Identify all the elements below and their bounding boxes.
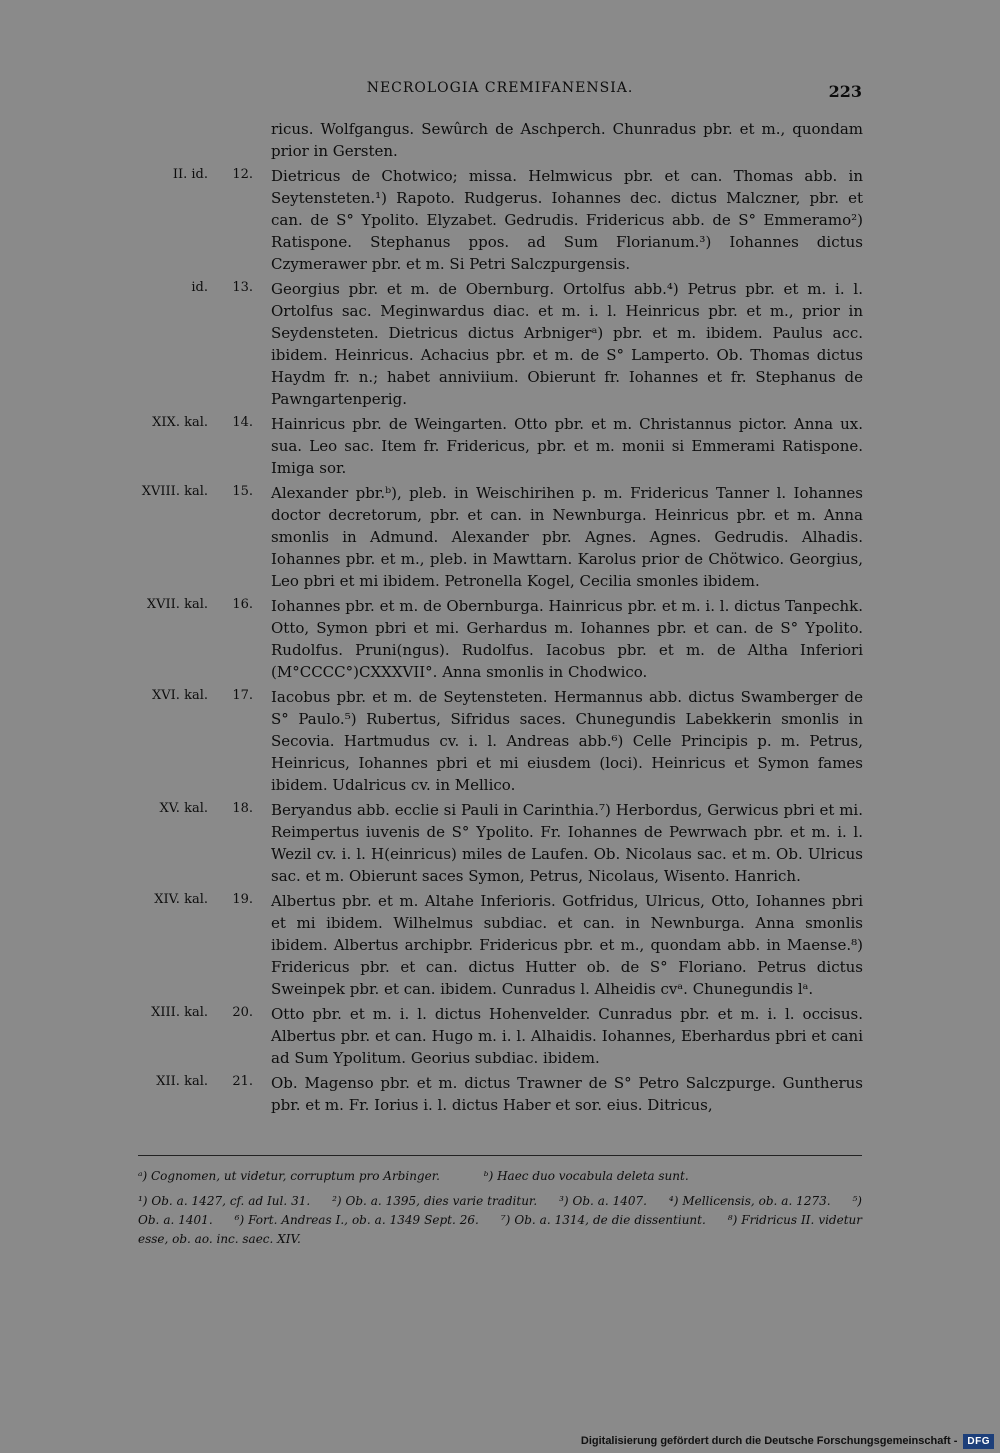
necrology-entries [0,118,1000,1119]
entry-day: 17. [232,688,253,703]
entry-day: 12. [232,167,253,182]
footnote-2: ²) Ob. a. 1395, dies varie traditur. [332,1194,538,1208]
entry-text: Otto pbr. et m. i. l. dictus Hohenvelder. Cunradus pbr. et m. i. l. occisus. Albertus pbr. et can. Hugo m. i. l. Alhaidis. Iohannes, Eberhardus pbri et cani ad Sum Ypolitum. Georius subdiac. ibidem. [271,1005,863,1067]
entry [0,890,1000,1000]
footnote-1: ¹) Ob. a. 1427, cf. ad Iul. 31. [138,1194,311,1208]
entry-text: Hainricus pbr. de Weingarten. Otto pbr. et m. Christannus pictor. Anna ux. sua. Leo sac. Item fr. Fridericus, pbr. et m. monii si Emmerami Ratispone. Imiga sor. [271,415,863,477]
footnote-a: ᵃ) Cognomen, ut videtur, corruptum pro Arbinger. [138,1169,440,1183]
footnote-7: ⁷) Ob. a. 1314, de die dissentiunt. [500,1213,706,1227]
entry [0,165,1000,275]
entry [0,118,1000,162]
footnote-b: ᵇ) Haec duo vocabula deleta sunt. [483,1169,689,1183]
entry-day: 14. [232,415,253,430]
entry-text: Albertus pbr. et m. Altahe Inferioris. Gotfridus, Ulricus, Otto, Iohannes pbri et mi ibidem. Wilhelmus subdiac. et can. in Newnburga. Anna smonlis ibidem. Albertus archipbr. Fridericus pbr. et m., quondam abb. in Maense.⁸) Fridericus pbr. et can. dictus Hutter ob. de S° Floriano. Petrus dictus Sweinpek pbr. et can. ibidem. Cunradus l. Alheidis cvᵃ. Chunegundis lᵃ. [271,892,863,998]
entry [0,413,1000,479]
entry [0,686,1000,796]
entry [0,278,1000,410]
entry-text: Iacobus pbr. et m. de Seytensteten. Hermannus abb. dictus Swamberger de S° Paulo.⁵) Rubertus, Sifridus saces. Chunegundis Labekkerin smonlis in Secovia. Hartmudus cv. i. l. Andreas abb.⁶) Celle Principis p. m. Petrus, Heinricus, Iohannes pbri et mi eiusdem (loci). Heinricus et Symon fames ibidem. Udalricus cv. in Mellico. [271,688,863,794]
entry [0,1072,1000,1116]
entry-day: 15. [232,484,253,499]
entry-date: id. [191,280,208,295]
footnote-8: ⁸) Fridricus II. videtur esse, ob. ao. inc. saec. XIV. [138,1213,863,1246]
textual-notes [138,1166,862,1186]
entry-day: 13. [232,280,253,295]
dfg-logo: DFG [963,1434,994,1449]
entry [0,595,1000,683]
footnotes [138,1166,862,1249]
footnote-3: ³) Ob. a. 1407. [559,1194,647,1208]
entry [0,1003,1000,1069]
historical-notes [138,1192,862,1249]
running-head: NECROLOGIA CREMIFANENSIA. [366,80,634,96]
page-number: 223 [828,82,862,101]
footnote-6: ⁶) Fort. Andreas I., ob. a. 1349 Sept. 26. [234,1213,479,1227]
footnote-5: ⁵) Ob. a. 1401. [138,1194,862,1227]
entry-date: XVI. kal. [152,688,208,703]
footnote-divider [138,1155,862,1156]
entry-day: 18. [232,801,253,816]
entry-text: Ob. Magenso pbr. et m. dictus Trawner de S° Petro Salczpurge. Guntherus pbr. et m. Fr. Iorius i. l. dictus Haber et sor. eius. Ditricus, [271,1074,863,1114]
entry-day: 20. [232,1005,253,1020]
entry [0,482,1000,592]
entry-text: Iohannes pbr. et m. de Obernburga. Hainricus pbr. et m. i. l. dictus Tanpechk. Otto, Symon pbri et mi. Gerhardus m. Iohannes pbr. et can. de S° Ypolito. Rudolfus. Pruni(ngus). Rudolfus. Iacobus pbr. et m. de Altha Inferiori (M°CCCC°)CXXXVII°. Anna smonlis in Chodwico. [271,597,863,681]
entry-day: 19. [232,892,253,907]
entry-date: XVII. kal. [146,597,208,612]
entry-date: XIV. kal. [154,892,208,907]
entry-date: XV. kal. [159,801,208,816]
footnote-4: ⁴) Mellicensis, ob. a. 1273. [668,1194,831,1208]
entry-date: XII. kal. [156,1074,208,1089]
entry-date: XIX. kal. [152,415,208,430]
entry-text: Dietricus de Chotwico; missa. Helmwicus pbr. et can. Thomas abb. in Seytensteten.¹) Rapoto. Rudgerus. Iohannes dec. dictus Malczner, pbr. et can. de S° Ypolito. Elyzabet. Gedrudis. Fridericus abb. de S° Emmeramo²) Ratispone. Stephanus ppos. ad Sum Florianum.³) Iohannes dictus Czymerawer pbr. et m. Si Petri Salczpurgensis. [271,167,863,273]
entry-day: 16. [232,597,253,612]
entry-text: Georgius pbr. et m. de Obernburg. Ortolfus abb.⁴) Petrus pbr. et m. i. l. Ortolfus sac. Meginwardus diac. et m. i. l. Heinricus pbr. et m., prior in Seydensteten. Dietricus dictus Arbnigerᵃ) pbr. et m. ibidem. Paulus acc. ibidem. Heinricus. Achacius pbr. et m. de S° Lamperto. Ob. Thomas dictus Haydm fr. n.; habet anniviium. Obierunt fr. Iohannes et fr. Stephanus de Pawngartenperig. [271,280,863,408]
entry-date: II. id. [172,167,208,182]
entry [0,799,1000,887]
entry-text: Alexander pbr.ᵇ), pleb. in Weischirihen p. m. Fridericus Tanner l. Iohannes doctor decretorum, pbr. et can. in Newnburga. Heinricus pbr. et m. Anna smonlis in Admund. Alexander pbr. Agnes. Agnes. Gedrudis. Alhadis. Iohannes pbr. et m., pleb. in Mawttarn. Karolus prior de Chötwico. Georgius, Leo pbri et mi ibidem. Petronella Kogel, Cecilia smonles ibidem. [271,484,863,590]
entry-text: Beryandus abb. ecclie si Pauli in Carinthia.⁷) Herbordus, Gerwicus pbri et mi. Reimpertus iuvenis de S° Ypolito. Fr. Iohannes de Pewrwach pbr. et m. i. l. Wezil cv. i. l. H(einricus) miles de Laufen. Ob. Nicolaus sac. et m. Ob. Ulricus sac. et m. Obierunt saces Symon, Petrus, Nicolaus, Wisento. Hanrich. [271,801,863,885]
entry-text: ricus. Wolfgangus. Sewûrch de Aschperch. Chunradus pbr. et m., quondam prior in Gersten. [271,120,863,160]
funding-text: Digitalisierung gefördert durch die Deutsche Forschungsgemeinschaft - [580,1435,958,1447]
funding-banner [581,1431,994,1451]
entry-date: XIII. kal. [151,1005,208,1020]
entry-day: 21. [232,1074,253,1089]
entry-date: XVIII. kal. [141,484,208,499]
